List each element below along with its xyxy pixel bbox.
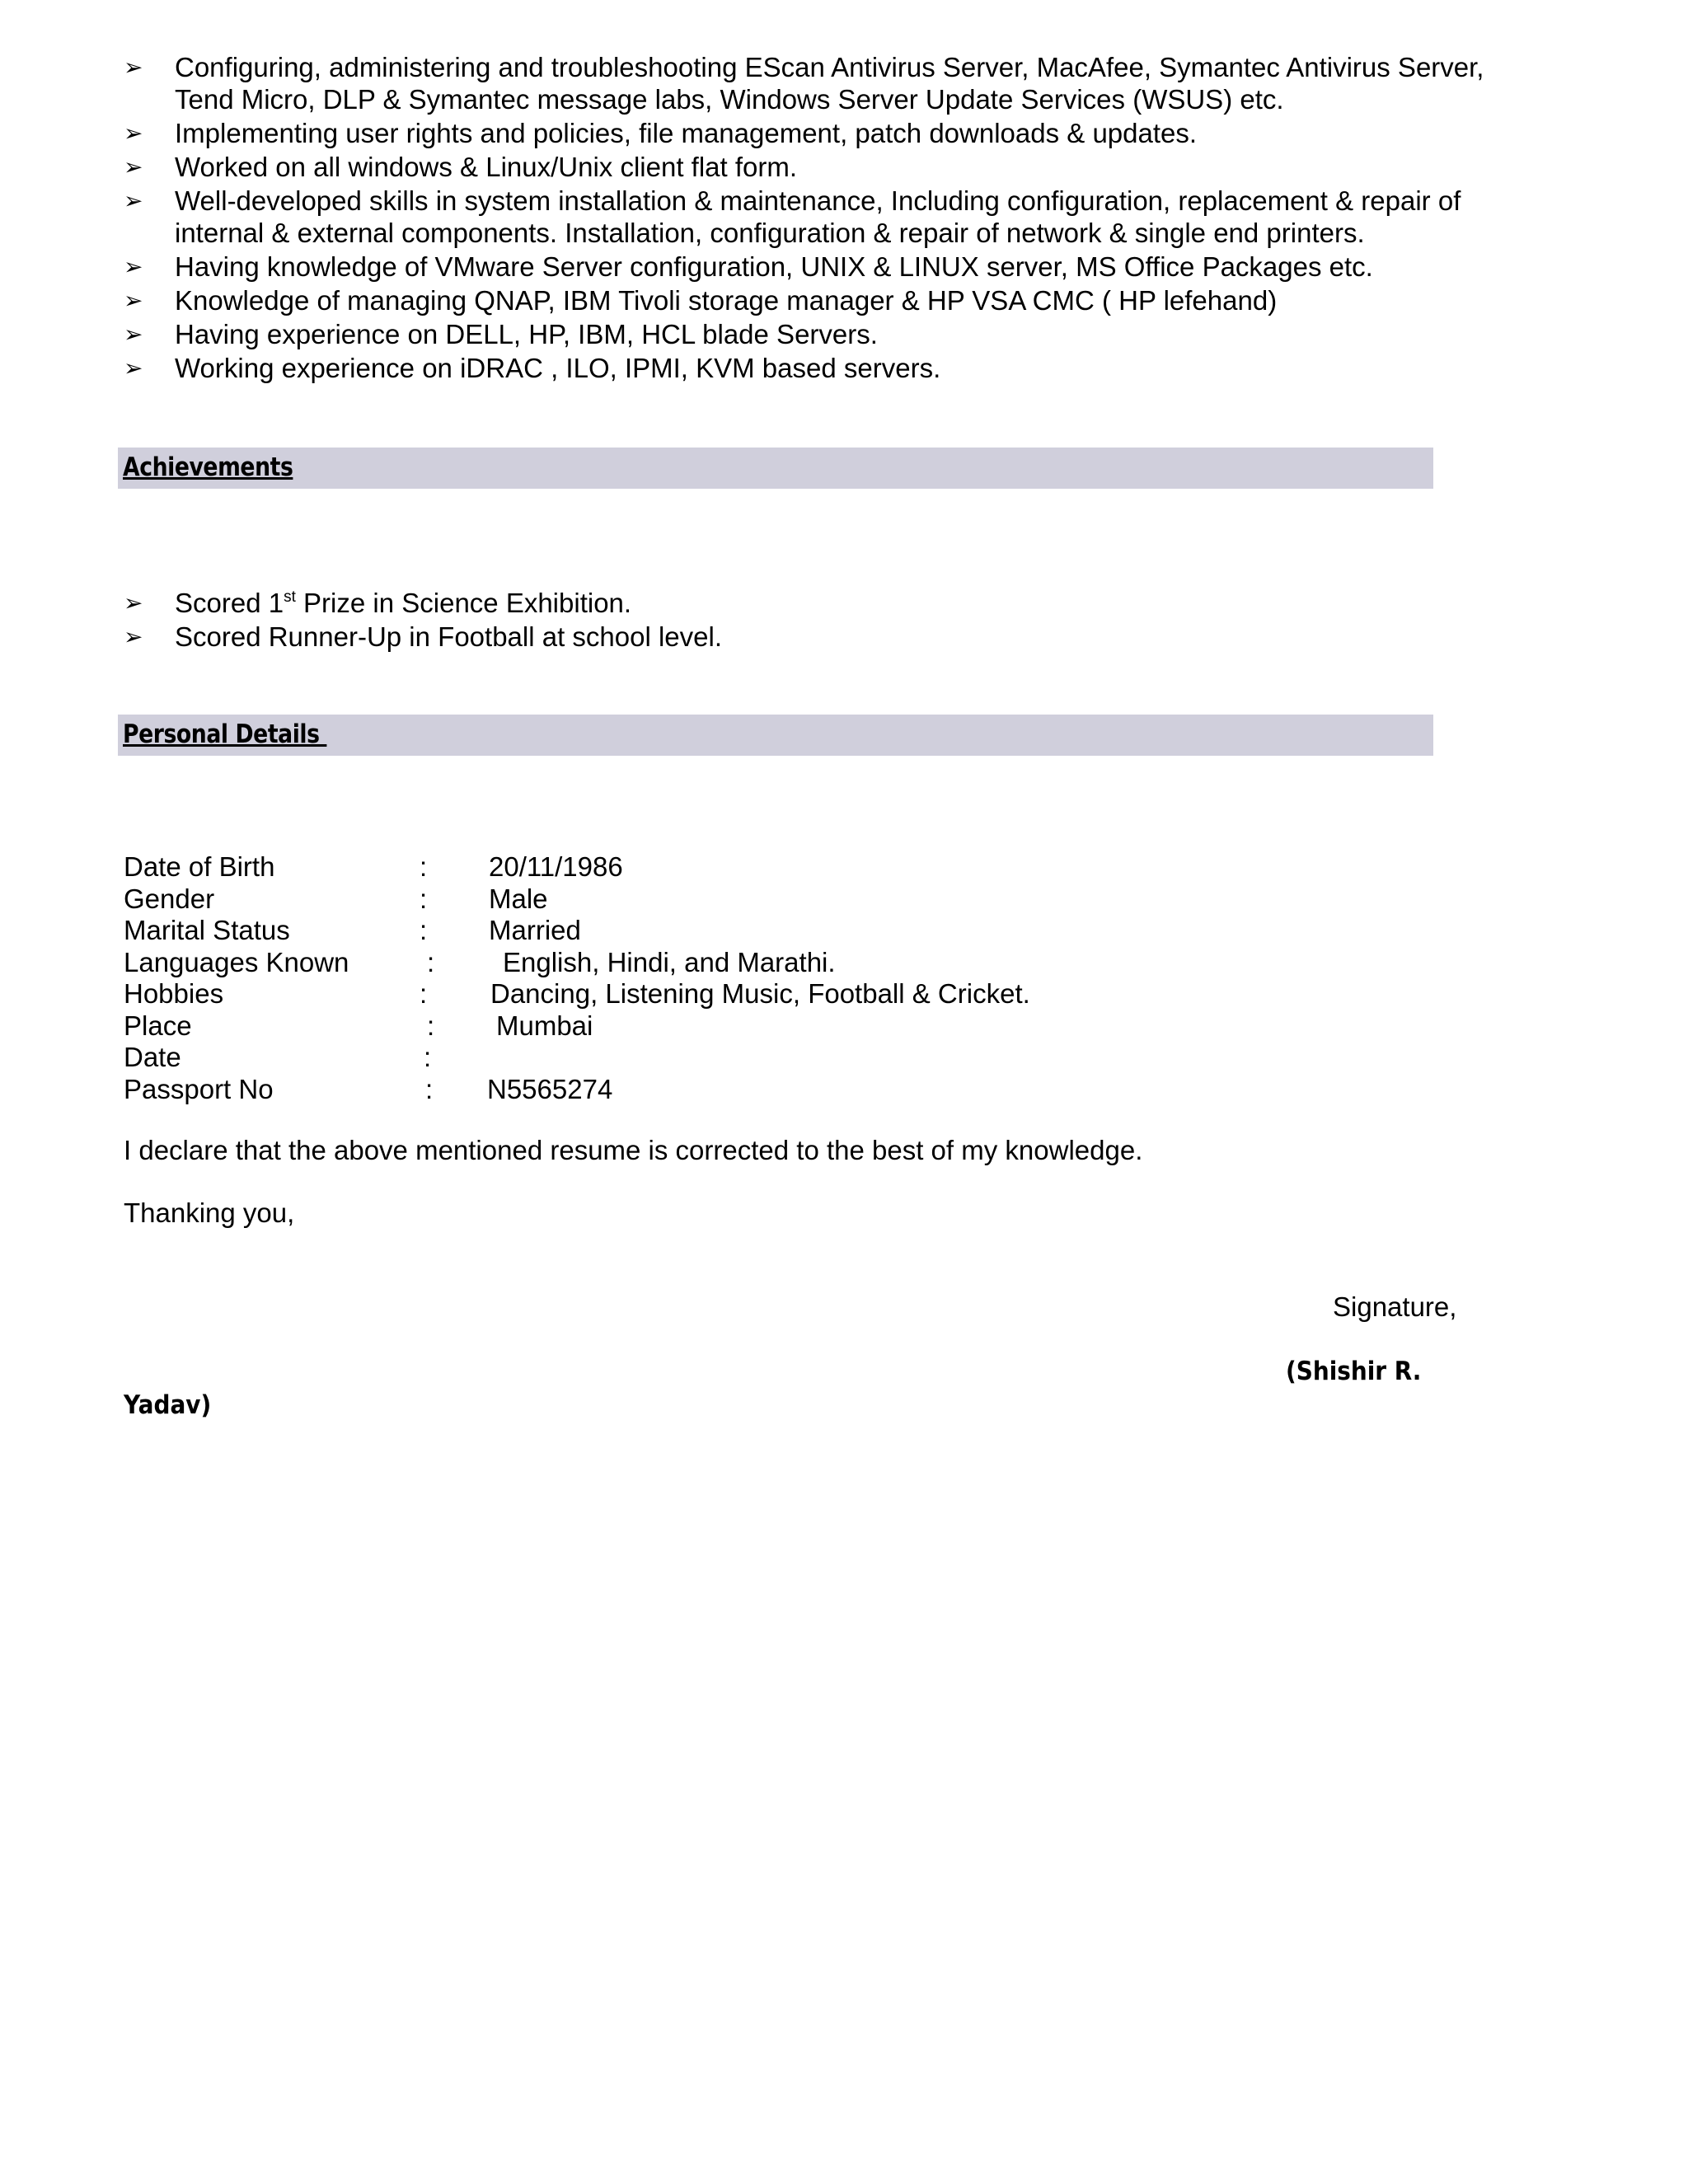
detail-row-marital-status: Marital Status : Married [124,915,581,945]
list-item: ➢ Scored Runner-Up in Football at school level. [124,621,723,652]
arrow-bullet-icon: ➢ [124,153,143,180]
arrow-bullet-icon: ➢ [124,354,143,382]
personal-details-section-header [118,715,1433,756]
list-item: ➢ Scored 1st Prize in Science Exhibition. [124,588,632,618]
arrow-bullet-icon: ➢ [124,253,143,280]
achievements-section-header [118,448,1433,489]
skills-list [124,51,1541,386]
list-item: ➢ Having knowledge of VMware Server configuration, UNIX & LINUX server, MS Office Packages etc. [124,251,1373,282]
arrow-bullet-icon: ➢ [124,287,143,314]
list-item: ➢ Worked on all windows & Linux/Unix client flat form. [124,152,798,182]
list-item: ➢ Configuring, administering and troubleshooting EScan Antivirus Server, MacAfee, Symantec Antivirus Server, Tend Micro, DLP & Symantec message labs, Windows Server Update Services (WSUS) etc. [124,52,1484,115]
arrow-bullet-icon: ➢ [124,120,143,147]
achievements-list [124,587,1541,654]
detail-row-hobbies: Hobbies : Dancing, Listening Music, Football & Cricket. [124,978,1030,1009]
arrow-bullet-icon: ➢ [124,321,143,348]
detail-row-passport: Passport No : N5565274 [124,1073,613,1104]
list-item: ➢ Knowledge of managing QNAP, IBM Tivoli storage manager & HP VSA CMC ( HP lefehand) [124,285,1278,316]
arrow-bullet-icon: ➢ [124,187,143,214]
signatory-name-continued: Yadav) [124,1390,212,1420]
section-title: Personal Details [123,719,327,749]
detail-row-dob: Date of Birth : 20/11/1986 [124,851,623,882]
list-item: ➢ Implementing user rights and policies, file management, patch downloads & updates. [124,118,1198,148]
declaration-text: I declare that the above mentioned resume is corrected to the best of my knowledge. [124,1135,1143,1165]
closing-text: Thanking you, [124,1197,295,1228]
list-item: ➢ Well-developed skills in system installation & maintenance, Including configuration, replacement & repair of internal & external components. Installation, configuration & repair of network & single end printers. [124,185,1461,248]
detail-row-date: Date : [124,1042,432,1072]
arrow-bullet-icon: ➢ [124,54,143,81]
signature-label: Signature, [1333,1291,1457,1322]
personal-details-table [124,851,1442,1105]
list-item: ➢ Working experience on iDRAC , ILO, IPMI, KVM based servers. [124,353,941,383]
detail-row-place: Place : Mumbai [124,1010,593,1041]
detail-row-gender: Gender : Male [124,883,548,914]
detail-row-languages: Languages Known : English, Hindi, and Marathi. [124,946,836,977]
arrow-bullet-icon: ➢ [124,589,143,616]
list-item: ➢ Having experience on DELL, HP, IBM, HCL blade Servers. [124,319,878,349]
section-title: Achievements [123,452,293,482]
signatory-name: (Shishir R. [1286,1357,1422,1386]
arrow-bullet-icon: ➢ [124,623,143,650]
